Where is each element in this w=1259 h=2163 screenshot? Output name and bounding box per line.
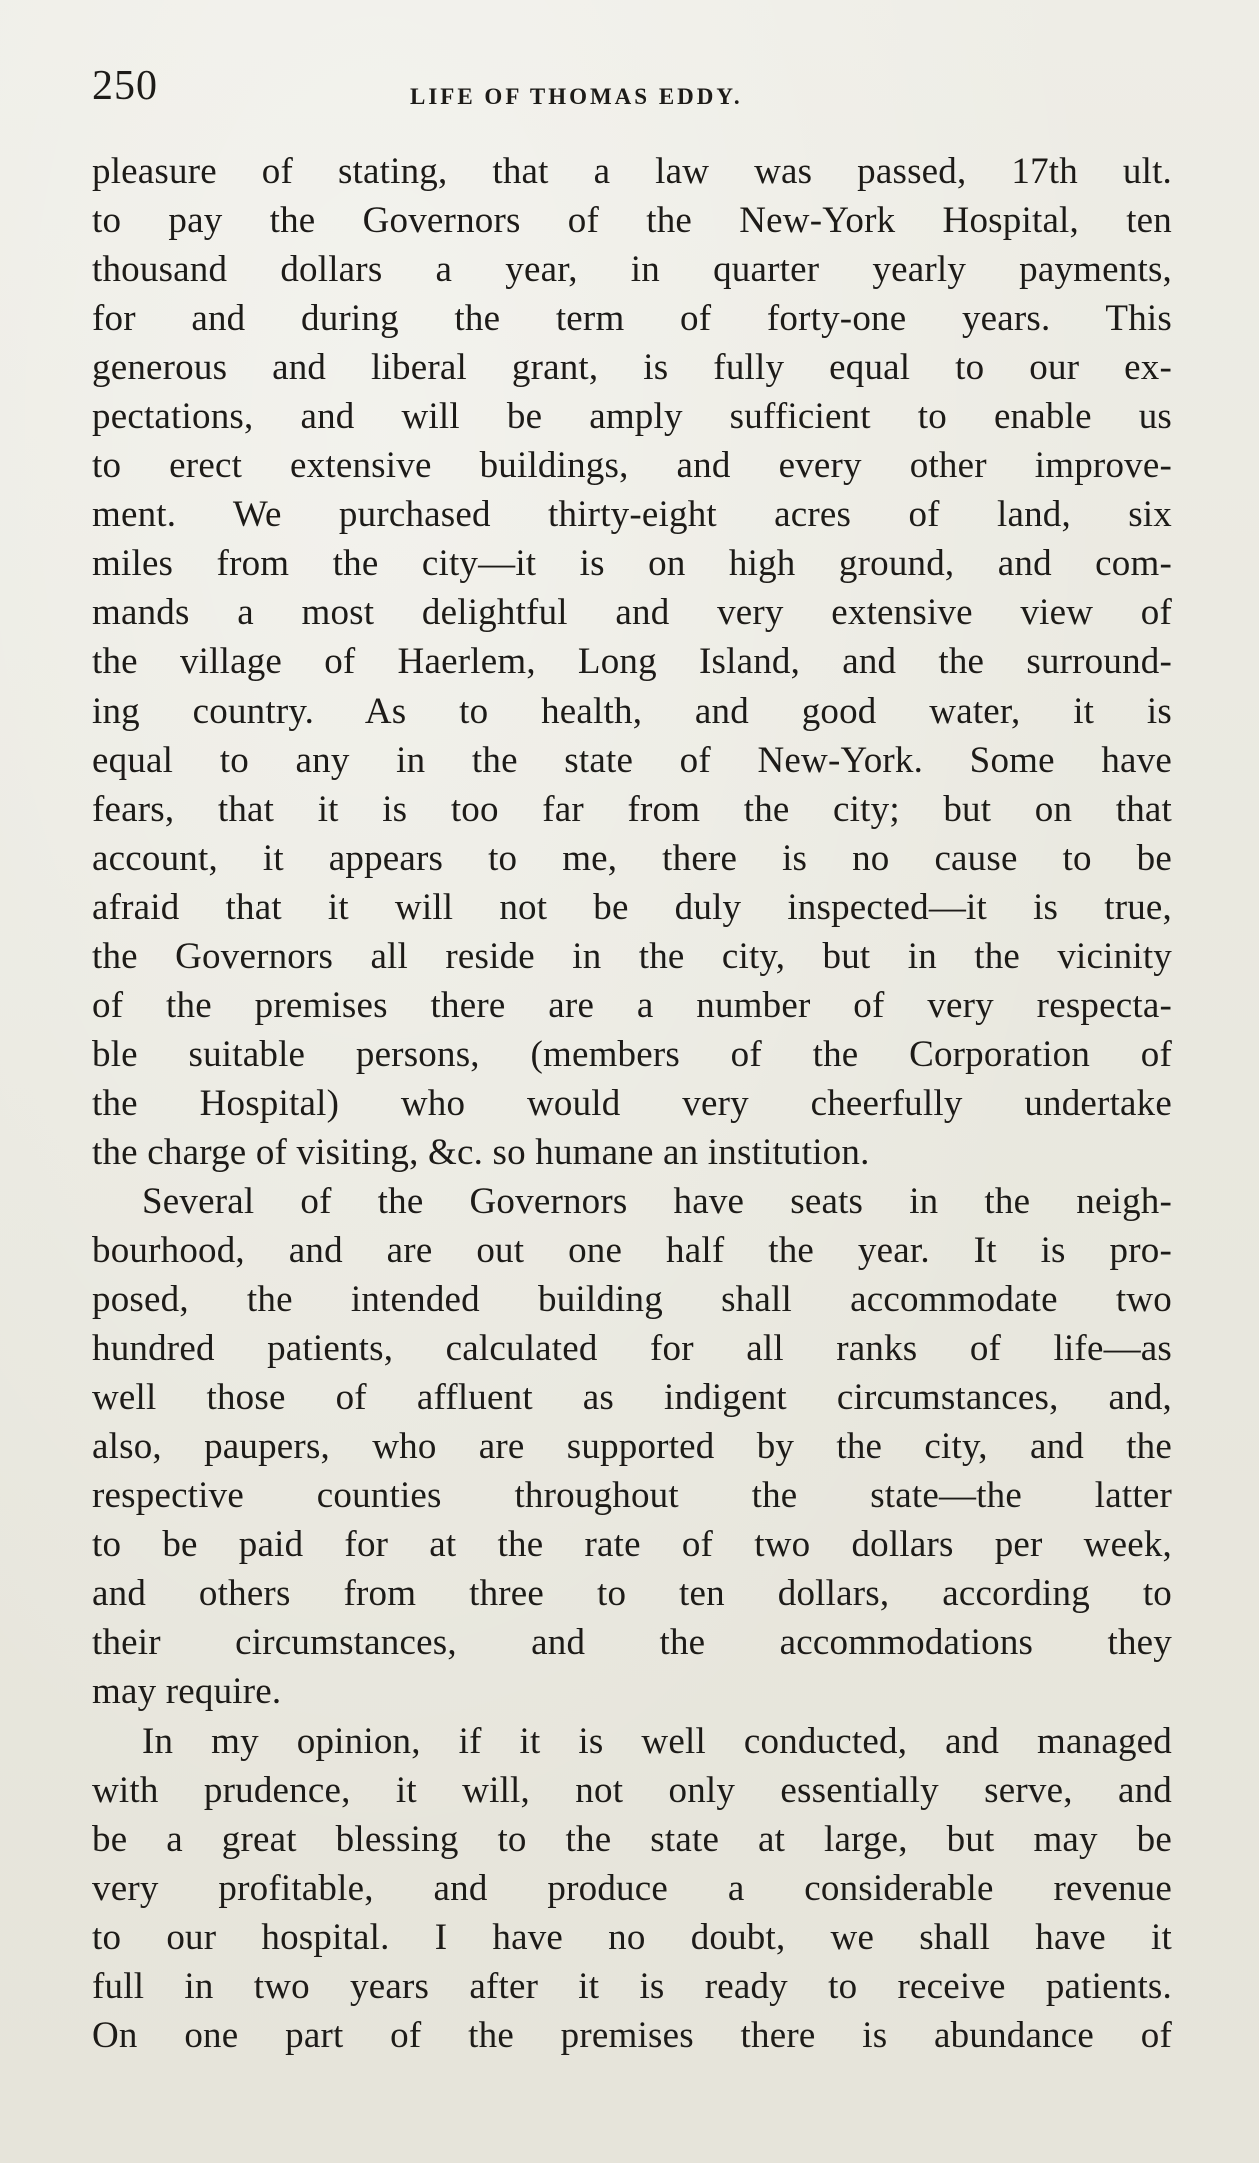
text-line: with prudence, it will, not only essentially serve, and: [92, 1769, 1172, 1811]
text-line: to pay the Governors of the New-York Hospital, ten: [92, 200, 1172, 242]
text-line: pectations, and will be amply sufficient to enable us: [92, 396, 1172, 438]
text-line: to erect extensive buildings, and every other improve-: [92, 445, 1172, 487]
text-line: thousand dollars a year, in quarter yearly payments,: [92, 249, 1172, 291]
text-line: their circumstances, and the accommodations they: [92, 1622, 1172, 1664]
text-line: the village of Haerlem, Long Island, and the surround-: [92, 641, 1172, 683]
text-line: ing country. As to health, and good water, it is: [92, 690, 1172, 732]
text-line: of the premises there are a number of very respecta-: [92, 984, 1172, 1026]
text-line: respective counties throughout the state—the latter: [92, 1475, 1172, 1517]
body-text: [92, 147, 1172, 2060]
text-line: hundred patients, calculated for all ranks of life—as: [92, 1328, 1172, 1370]
text-line: On one part of the premises there is abundance of: [92, 2014, 1172, 2056]
text-line: very profitable, and produce a considerable revenue: [92, 1867, 1172, 1909]
text-line: equal to any in the state of New-York. Some have: [92, 739, 1172, 781]
paragraph: [92, 147, 1172, 1177]
text-line: the charge of visiting, &c. so humane an institution.: [92, 1131, 870, 1173]
text-line: to be paid for at the rate of two dollars per week,: [92, 1524, 1172, 1566]
text-line: miles from the city—it is on high ground, and com-: [92, 543, 1172, 585]
text-line: and others from three to ten dollars, according to: [92, 1573, 1172, 1615]
text-line: In my opinion, if it is well conducted, and managed: [142, 1720, 1172, 1762]
paragraph: [92, 1177, 1172, 1717]
text-line: mands a most delightful and very extensive view of: [92, 592, 1172, 634]
text-line: pleasure of stating, that a law was passed, 17th ult.: [92, 151, 1172, 192]
text-line: account, it appears to me, there is no cause to be: [92, 837, 1172, 879]
page-number: 250: [92, 63, 158, 109]
text-line: ment. We purchased thirty-eight acres of land, six: [92, 494, 1172, 536]
paragraph: [92, 1717, 1172, 2060]
text-line: ble suitable persons, (members of the Corporation of: [92, 1033, 1172, 1075]
text-line: for and during the term of forty-one years. This: [92, 298, 1172, 340]
text-line: the Hospital) who would very cheerfully undertake: [92, 1082, 1172, 1124]
running-title: LIFE OF THOMAS EDDY.: [410, 84, 743, 109]
text-line: fears, that it is too far from the city; but on that: [92, 788, 1172, 830]
text-line: the Governors all reside in the city, but in the vicinity: [92, 935, 1172, 977]
text-line: be a great blessing to the state at large, but may be: [92, 1818, 1172, 1860]
text-line: Several of the Governors have seats in the neigh-: [142, 1180, 1172, 1222]
text-line: also, paupers, who are supported by the city, and the: [92, 1426, 1172, 1468]
text-line: posed, the intended building shall accommodate two: [92, 1279, 1172, 1321]
text-line: bourhood, and are out one half the year. It is pro-: [92, 1230, 1172, 1272]
text-line: may require.: [92, 1671, 282, 1713]
page-header: [92, 62, 1172, 122]
text-line: full in two years after it is ready to receive patients.: [92, 1965, 1172, 2007]
text-line: well those of affluent as indigent circumstances, and,: [92, 1377, 1172, 1419]
text-line: afraid that it will not be duly inspected—it is true,: [92, 886, 1172, 928]
text-line: generous and liberal grant, is fully equal to our ex-: [92, 347, 1172, 389]
text-line: to our hospital. I have no doubt, we shall have it: [92, 1916, 1172, 1958]
